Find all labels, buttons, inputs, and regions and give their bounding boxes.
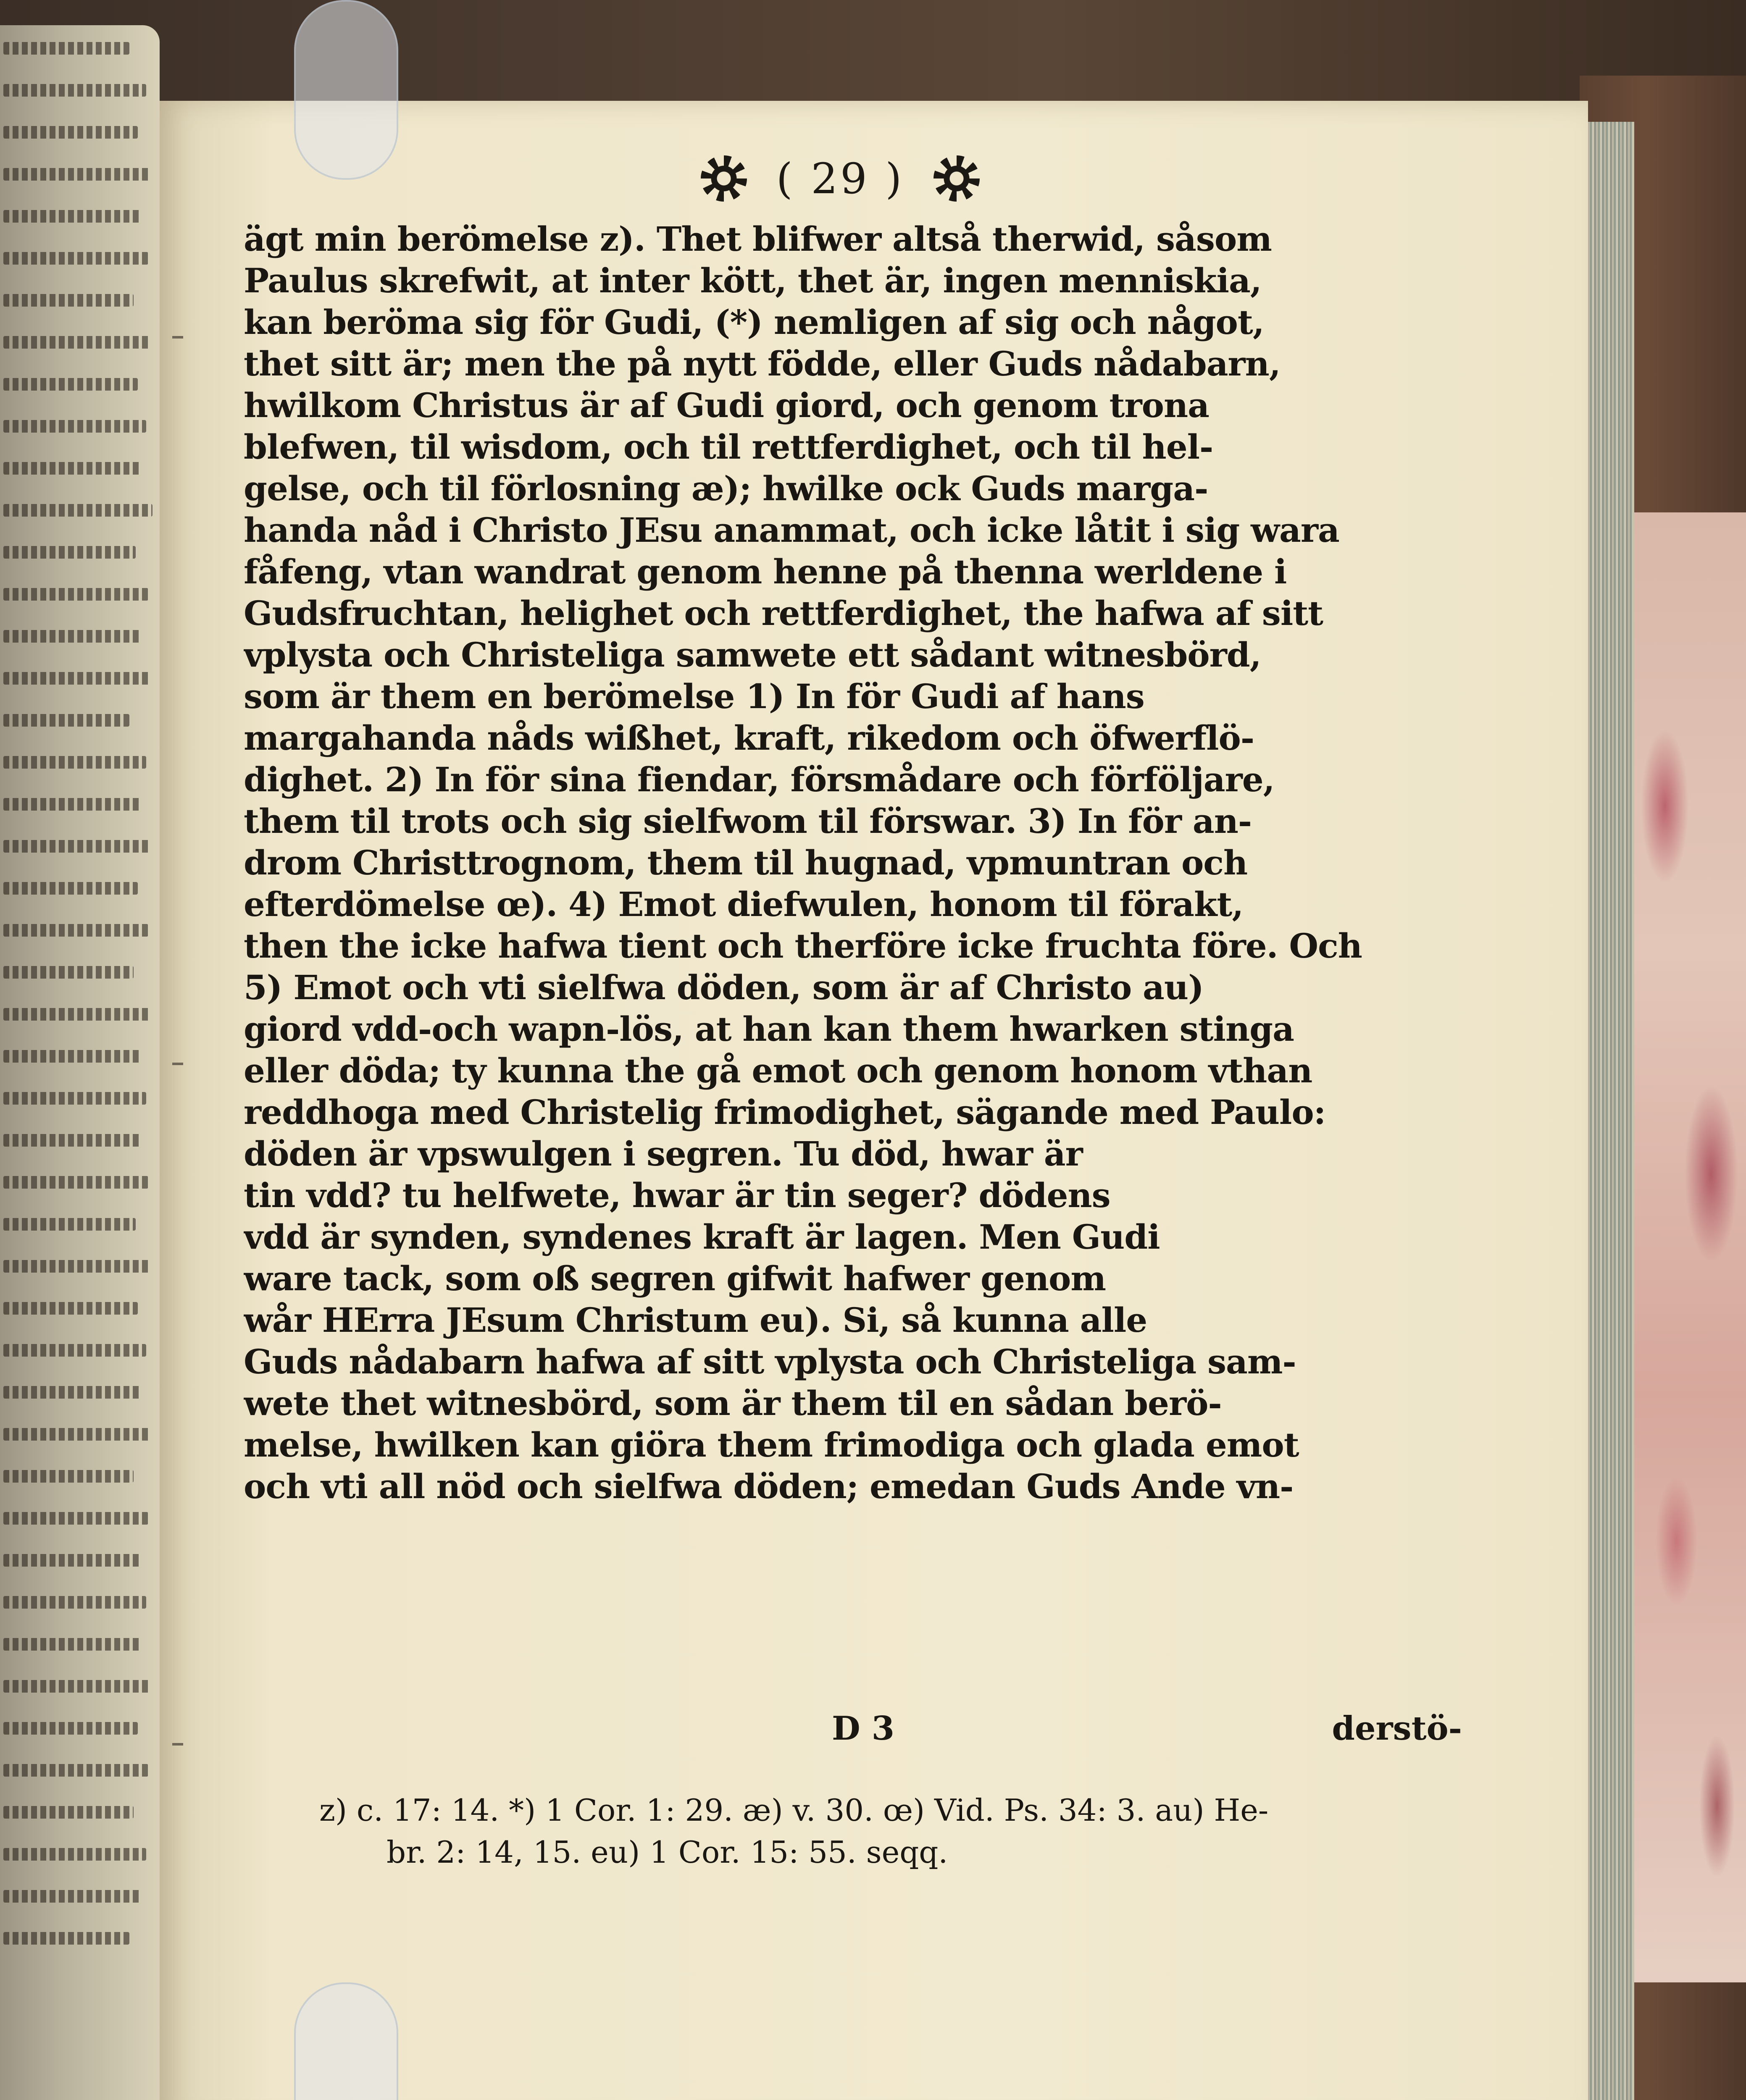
bleed-line <box>3 1848 146 1861</box>
text-line: gelse, och til förlosning æ); hwilke ock Guds marga- <box>244 469 1208 508</box>
text-line: handa nåd i Christo JEsu anammat, och icke låtit i sig wara <box>244 510 1339 550</box>
bleed-line <box>3 336 150 349</box>
bleed-line <box>3 1134 142 1147</box>
text-line: dighet. 2) In för sina fiendar, försmådare och förföljare, <box>244 760 1275 799</box>
footnotes <box>319 1789 1454 1873</box>
flower-ornament-icon <box>701 155 747 202</box>
bleed-line <box>3 1008 150 1021</box>
margin-mark <box>172 1063 183 1065</box>
bleed-line <box>3 1680 150 1693</box>
margin-mark <box>172 336 183 339</box>
text-line: som är them en berömelse 1) In för Gudi af hans <box>244 677 1144 716</box>
footnote-line: br. 2: 14, 15. eu) 1 Cor. 15: 55. seqq. <box>387 1835 948 1870</box>
text-line: blefwen, til wisdom, och til rettferdighet, och til hel- <box>244 427 1213 467</box>
bleed-line <box>3 1554 140 1567</box>
bleed-line <box>3 1722 138 1735</box>
text-line: thet sitt är; men the på nytt födde, eller Guds nådabarn, <box>244 344 1281 383</box>
bleed-line <box>3 798 142 811</box>
catchword: derstö- <box>1332 1709 1462 1748</box>
text-line: ägt min berömelse z). Thet blifwer altså therwid, såsom <box>244 219 1272 259</box>
bleed-line <box>3 504 153 517</box>
bleed-line <box>3 924 148 937</box>
bleed-line <box>3 420 146 433</box>
text-line: giord vdd-och wapn-lös, at han kan them hwarken stinga <box>244 1009 1294 1049</box>
bleed-line <box>3 1890 142 1903</box>
text-line: Guds nådabarn hafwa af sitt vplysta och Christeliga sam- <box>244 1342 1296 1381</box>
bleed-line <box>3 1050 140 1063</box>
bleed-line <box>3 462 142 475</box>
bleed-line <box>3 378 138 391</box>
text-line: margahanda nåds wißhet, kraft, rikedom och öfwerflö- <box>244 718 1254 758</box>
bleed-line <box>3 1260 150 1273</box>
text-line: Paulus skrefwit, at inter kött, thet är, ingen menniskia, <box>244 261 1262 300</box>
signature-mark: D 3 <box>832 1709 895 1748</box>
bleed-line <box>3 126 138 139</box>
bleed-line <box>3 756 146 769</box>
bleed-line <box>3 714 129 727</box>
bleed-line <box>3 1512 148 1525</box>
bleed-line <box>3 42 129 55</box>
bleed-line <box>3 1470 134 1483</box>
text-line: 5) Emot och vti sielfwa döden, som är af Christo au) <box>244 968 1204 1007</box>
body-text <box>244 218 1462 1507</box>
footnote-line: z) c. 17: 14. *) 1 Cor. 1: 29. æ) v. 30. œ) Vid. Ps. 34: 3. au) He- <box>319 1793 1269 1828</box>
bleed-line <box>3 588 148 601</box>
marbled-endpaper <box>1630 512 1746 1982</box>
bleed-line <box>3 1764 148 1777</box>
bleed-line <box>3 1218 136 1231</box>
bleed-line <box>3 1596 146 1609</box>
bleed-line <box>3 168 150 181</box>
bleed-line <box>3 1638 142 1651</box>
text-line: Gudsfruchtan, helighet och rettferdighet, the hafwa af sitt <box>244 593 1323 633</box>
page-header <box>672 147 1008 210</box>
text-line: hwilkom Christus är af Gudi giord, och genom trona <box>244 386 1210 425</box>
bleed-line <box>3 630 140 643</box>
text-line: reddhoga med Christelig frimodighet, sägande med Paulo: <box>244 1092 1326 1132</box>
bleed-line <box>3 210 142 223</box>
text-line: kan beröma sig för Gudi, (*) nemligen af sig och något, <box>244 302 1264 342</box>
page-clip-top <box>294 0 398 180</box>
signature-line <box>244 1709 1462 1756</box>
text-line: vdd är synden, syndenes kraft är lagen. Men Gudi <box>244 1217 1160 1257</box>
text-line: fåfeng, vtan wandrat genom henne på thenna werldene i <box>244 552 1287 591</box>
facing-page-left <box>0 25 160 2100</box>
bleed-line <box>3 1344 146 1357</box>
page-clip-bottom <box>294 1982 398 2100</box>
text-line: vplysta och Christeliga samwete ett sådant witnesbörd, <box>244 635 1261 675</box>
text-line: wete thet witnesbörd, som är them til en sådan berö- <box>244 1383 1222 1423</box>
text-line: wår HErra JEsum Christum eu). Si, så kunna alle <box>244 1300 1147 1340</box>
bleed-line <box>3 294 134 307</box>
bleed-line <box>3 1428 150 1441</box>
text-line: then the icke hafwa tient och therföre icke fruchta före. Och <box>244 926 1362 966</box>
bleed-line <box>3 1806 134 1819</box>
bleed-line <box>3 546 136 559</box>
bleed-line <box>3 1386 142 1399</box>
bleed-line <box>3 84 146 97</box>
text-line: tin vdd? tu helfwete, hwar är tin seger? dödens <box>244 1176 1110 1215</box>
bleed-line <box>3 1176 148 1189</box>
bleed-line <box>3 882 138 895</box>
bleed-line <box>3 966 134 979</box>
text-line: och vti all nöd och sielfwa döden; emedan Guds Ande vn- <box>244 1467 1294 1506</box>
text-line: eller döda; ty kunna the gå emot och genom honom vthan <box>244 1051 1312 1090</box>
bleed-line <box>3 840 150 853</box>
text-line: döden är vpswulgen i segren. Tu död, hwar är <box>244 1134 1083 1173</box>
text-line: drom Christtrognom, them til hugnad, vpmuntran och <box>244 843 1248 882</box>
margin-mark <box>172 1743 183 1746</box>
text-line: them til trots och sig sielfwom til förswar. 3) In för an- <box>244 801 1252 841</box>
bleed-line <box>3 1302 138 1315</box>
text-line: ware tack, som oß segren gifwit hafwer genom <box>244 1259 1106 1298</box>
flower-ornament-icon <box>933 155 980 202</box>
bleed-line <box>3 252 148 265</box>
page-number: ( 29 ) <box>776 154 905 203</box>
bleed-line <box>3 1092 146 1105</box>
text-line: efterdömelse œ). 4) Emot diefwulen, honom til förakt, <box>244 885 1244 924</box>
bleed-line <box>3 1932 129 1945</box>
bleed-line <box>3 672 150 685</box>
text-line: melse, hwilken kan giöra them frimodiga och glada emot <box>244 1425 1299 1465</box>
